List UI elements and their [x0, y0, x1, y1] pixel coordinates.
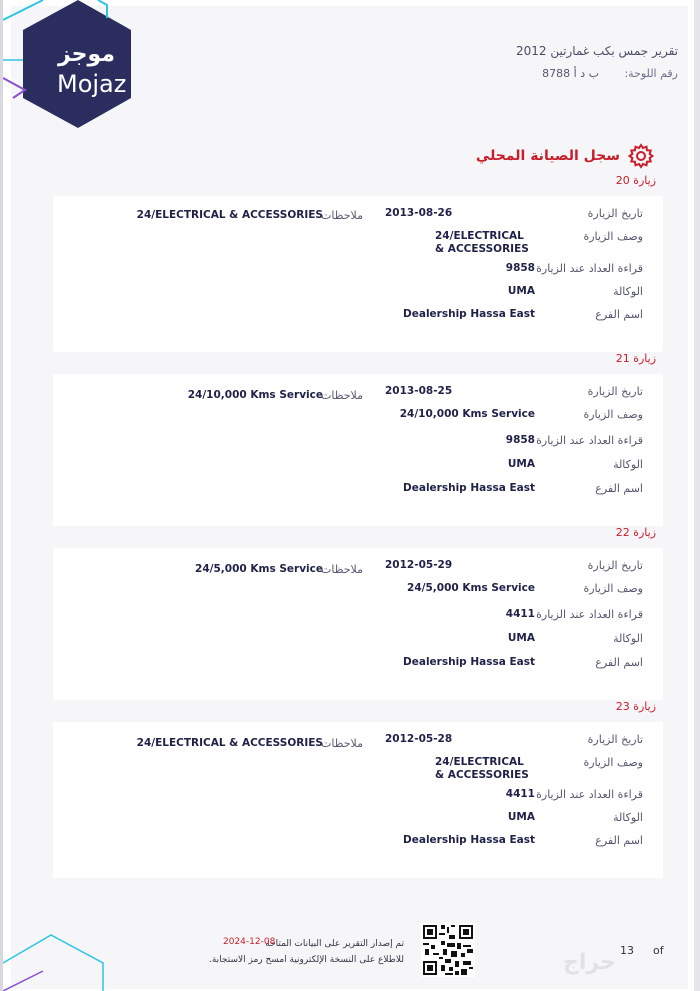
qr-code-icon[interactable]	[421, 923, 475, 977]
notes-label: ملاحظات	[321, 389, 363, 402]
branch-value: Dealership Hassa East	[403, 308, 535, 320]
section-heading	[476, 143, 654, 169]
odometer-value: 9858	[505, 434, 535, 446]
visit-label: زيارة 21	[615, 352, 656, 365]
odometer-label: قراءة العداد عند الزيارة	[536, 434, 643, 447]
visit-notes	[53, 389, 373, 407]
visit-branch-row	[333, 482, 663, 500]
footer-line-2: للاطلاع على النسخة الإلكترونية امسح رمز الاستجابة.	[209, 955, 404, 965]
visit-notes	[53, 737, 373, 755]
description-value: 24/10,000 Kms Service	[399, 408, 535, 420]
visit-agency-row	[333, 632, 663, 650]
branch-label: اسم الفرع	[595, 308, 643, 321]
date-label: تاريخ الزيارة	[587, 559, 643, 572]
branch-label: اسم الفرع	[595, 656, 643, 669]
page-of: of	[653, 944, 664, 957]
report-header	[358, 44, 678, 80]
description-value: 24/ELECTRICAL & ACCESSORIES	[435, 756, 529, 781]
description-label: وصف الزيارة	[583, 408, 643, 421]
plate-line	[358, 67, 678, 80]
watermark: حراج	[563, 950, 616, 975]
footer-hexagon-decoration-icon	[3, 921, 113, 991]
visit-notes	[53, 563, 373, 581]
agency-label: الوكالة	[613, 632, 643, 645]
odometer-value: 4411	[505, 788, 535, 800]
agency-value: UMA	[507, 285, 535, 297]
agency-value: UMA	[507, 632, 535, 644]
report-title: تقرير جمس بكب غمارتين 2012	[516, 44, 678, 58]
page-number: 13	[620, 944, 634, 957]
visit-agency-row	[333, 285, 663, 303]
notes-label: ملاحظات	[321, 737, 363, 750]
notes-value: 24/ELECTRICAL & ACCESSORIES	[136, 209, 323, 221]
notes-value: 24/ELECTRICAL & ACCESSORIES	[136, 737, 323, 749]
odometer-label: قراءة العداد عند الزيارة	[536, 788, 643, 801]
plate-value: ب د أ 8788	[542, 67, 599, 80]
footer-date: 2024-12-08	[223, 937, 276, 947]
visit-label: زيارة 22	[615, 526, 656, 539]
visit-card	[53, 196, 663, 352]
visit-branch-row	[333, 308, 663, 326]
visit-description-row	[333, 408, 663, 426]
date-value: 2012-05-28	[385, 733, 453, 745]
logo-hexagon-icon	[3, 0, 143, 135]
visit-date-row	[333, 207, 663, 225]
visit-card	[53, 722, 663, 878]
description-value: 24/5,000 Kms Service	[407, 582, 535, 594]
plate-label: رقم اللوحة:	[624, 67, 678, 80]
visit-card	[53, 374, 663, 526]
gear-icon	[628, 143, 654, 169]
agency-value: UMA	[507, 811, 535, 823]
odometer-label: قراءة العداد عند الزيارة	[536, 608, 643, 621]
visit-notes	[53, 209, 373, 227]
visit-description-row	[333, 756, 663, 781]
description-value: 24/ELECTRICAL & ACCESSORIES	[435, 230, 529, 255]
agency-value: UMA	[507, 458, 535, 470]
description-label: وصف الزيارة	[583, 582, 643, 595]
visit-odometer-row	[333, 608, 663, 626]
visit-branch-row	[333, 656, 663, 674]
footer-line-1: تم إصدار التقرير على البيانات المتاحة	[265, 939, 404, 949]
visit-description-row	[333, 582, 663, 600]
agency-label: الوكالة	[613, 811, 643, 824]
agency-label: الوكالة	[613, 458, 643, 471]
date-label: تاريخ الزيارة	[587, 733, 643, 746]
notes-label: ملاحظات	[321, 563, 363, 576]
odometer-value: 4411	[505, 608, 535, 620]
visit-label: زيارة 23	[615, 700, 656, 713]
notes-label: ملاحظات	[321, 209, 363, 222]
date-label: تاريخ الزيارة	[587, 207, 643, 220]
branch-value: Dealership Hassa East	[403, 656, 535, 668]
branch-label: اسم الفرع	[595, 834, 643, 847]
description-label: وصف الزيارة	[583, 230, 643, 243]
visit-description-row	[333, 230, 663, 255]
visit-date-row	[333, 385, 663, 403]
date-label: تاريخ الزيارة	[587, 385, 643, 398]
visit-odometer-row	[333, 788, 663, 806]
visit-odometer-row	[333, 434, 663, 452]
visit-date-row	[333, 559, 663, 577]
branch-value: Dealership Hassa East	[403, 834, 535, 846]
date-value: 2013-08-26	[385, 207, 453, 219]
branch-value: Dealership Hassa East	[403, 482, 535, 494]
visit-branch-row	[333, 834, 663, 852]
visit-odometer-row	[333, 262, 663, 280]
date-value: 2012-05-29	[385, 559, 453, 571]
mojaz-logo	[3, 0, 143, 135]
section-title: سجل الصيانة المحلي	[475, 148, 620, 164]
notes-value: 24/10,000 Kms Service	[187, 389, 323, 401]
description-label: وصف الزيارة	[583, 756, 643, 769]
date-value: 2013-08-25	[385, 385, 453, 397]
odometer-label: قراءة العداد عند الزيارة	[536, 262, 643, 275]
visit-agency-row	[333, 458, 663, 476]
logo-latin-text: Mojaz	[57, 70, 127, 98]
notes-value: 24/5,000 Kms Service	[195, 563, 323, 575]
visit-label: زيارة 20	[615, 174, 656, 187]
visit-card	[53, 548, 663, 700]
visit-agency-row	[333, 811, 663, 829]
branch-label: اسم الفرع	[595, 482, 643, 495]
agency-label: الوكالة	[613, 285, 643, 298]
logo-arabic-text: موجز	[58, 42, 115, 67]
visit-date-row	[333, 733, 663, 751]
odometer-value: 9858	[505, 262, 535, 274]
